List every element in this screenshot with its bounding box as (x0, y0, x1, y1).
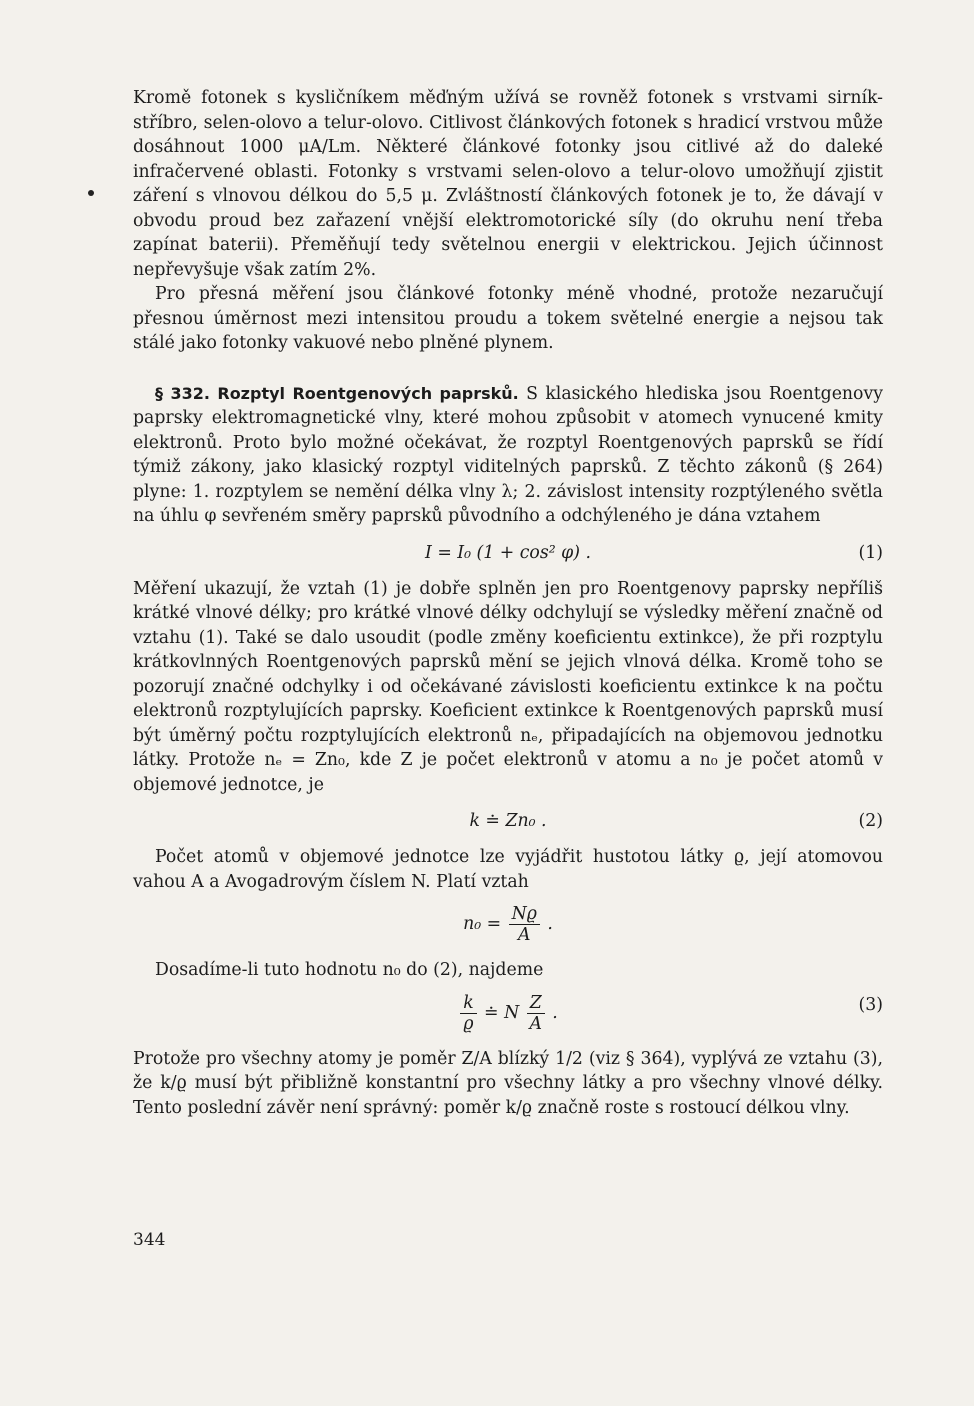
fraction-denominator: ϱ (463, 1013, 474, 1034)
page-body (133, 86, 883, 1120)
fraction-denominator: A (529, 1013, 543, 1034)
equation-n0-fraction (509, 904, 540, 945)
section-heading: § 332. Rozptyl Roentgenových paprsků. (155, 383, 519, 403)
fraction-denominator: A (518, 925, 531, 945)
equation-2-formula: k ≐ Zn₀ . (469, 811, 547, 831)
equation-n0-tail: . (547, 914, 553, 934)
scan-speck (88, 190, 94, 196)
page-number: 344 (133, 1230, 166, 1250)
equation-2 (133, 801, 883, 841)
paragraph-precision: Pro přesná měření jsou článkové fotonky méně vhodné, protože nezaručují přesnou úměrnost mezi intensitou proudu a tokem světelné energie a nejsou tak stálé jako fotonky vakuové nebo plněné plynem. (133, 284, 883, 353)
section-text: S klasického hlediska jsou Roentgenovy paprsky elektromagnetické vlny, které mohou způsobit v atomech vynucené kmity elektronů. Proto bylo možné očekávat, že rozptyl Roentgenových paprsků se řídí týmiž zákony, jako klasický rozptyl viditelných paprsků. Z těchto zákonů (§ 264) plyne: 1. rozptylem se nemění délka vlny λ; 2. závislost intensity rozptýleného světla na úhlu φ sevřeném směry paprsků původního a odchýleného je dána vztahem (133, 383, 883, 526)
equation-3 (133, 987, 883, 1043)
equation-3-rhs-fraction (527, 993, 545, 1034)
paragraph-photocells: Kromě fotonek s kysličníkem měďným užívá se rovněž fotonek s vrstvami sirník-stříbro, selen-olovo a telur-olovo. Citlivost článkových fotonek s hradicí vrstvou může dosáhnout 1000 μA/Lm. Některé článkové fotonky jsou citlivé až do daleké infračervené oblasti. Fotonky s vrstvami selen-olovo a telur-olovo umožňují zjistit záření s vlnovou délkou do 5,5 μ. Zvláštností článkových fotonek je to, že dávají v obvodu proud bez zařazení vnější elektromotorické síly (do okruhu není třeba zapínat baterii). Přeměňují tedy světelnou energii v elektrickou. Jejich účinnost nepřevyšuje však zatím 2%. (133, 88, 883, 280)
paragraph-substitute: Dosadíme-li tuto hodnotu n₀ do (2), najdeme (155, 960, 544, 980)
equation-n0 (133, 898, 883, 954)
equation-3-tail: . (552, 1002, 558, 1023)
equation-3-number: (3) (858, 994, 883, 1015)
paragraph-section-332 (133, 382, 883, 529)
equation-1-number: (1) (858, 542, 883, 563)
equation-1 (133, 533, 883, 573)
fraction-numerator: Nϱ (509, 904, 540, 925)
equation-3-mid: ≐ N (484, 1002, 520, 1023)
equation-n0-lhs: n₀ = (463, 914, 502, 934)
fraction-numerator: k (460, 993, 476, 1014)
paragraph-conclusion: Protože pro všechny atomy je poměr Z/A blízký 1/2 (viz § 364), vyplývá ze vztahu (3), že k/ϱ musí být přibližně konstantní pro všechny látky a pro všechny vlnové délky. Tento poslední závěr není správný: poměr k/ϱ značně roste s rostoucí délkou vlny. (133, 1048, 883, 1118)
equation-3-lhs-fraction (460, 993, 476, 1034)
paragraph-atom-count: Počet atomů v objemové jednotce lze vyjádřit hustotou látky ϱ, její atomovou vahou A a Avogadrovým číslem N. Platí vztah (133, 847, 883, 892)
equation-1-formula: I = I₀ (1 + cos² φ) . (425, 542, 591, 563)
paragraph-measurements: Měření ukazují, že vztah (1) je dobře splněn jen pro Roentgenovy paprsky nepříliš krátké vlnové délky; pro krátké vlnové délky odchylují se výsledky měření značně od vztahu (1). Také se dalo usoudit (podle změny koeficientu extinkce), že při rozptylu krátkovlnných Roentgenových paprsků mění se jejich vlnová délka. Kromě toho se pozorují značné odchylky i od očekávané závislosti koeficientu extinkce k na počtu elektronů rozptylujících paprsky. Koeficient extinkce k Roentgenových paprsků musí být úměrný počtu rozptylujících elektronů nₑ, připadajících na objemovou jednotku látky. Protože nₑ = Zn₀, kde Z je počet elektronů v atomu a n₀ je počet atomů v objemové jednotce, je (133, 578, 883, 795)
fraction-numerator: Z (527, 993, 545, 1014)
equation-2-number: (2) (858, 811, 883, 831)
